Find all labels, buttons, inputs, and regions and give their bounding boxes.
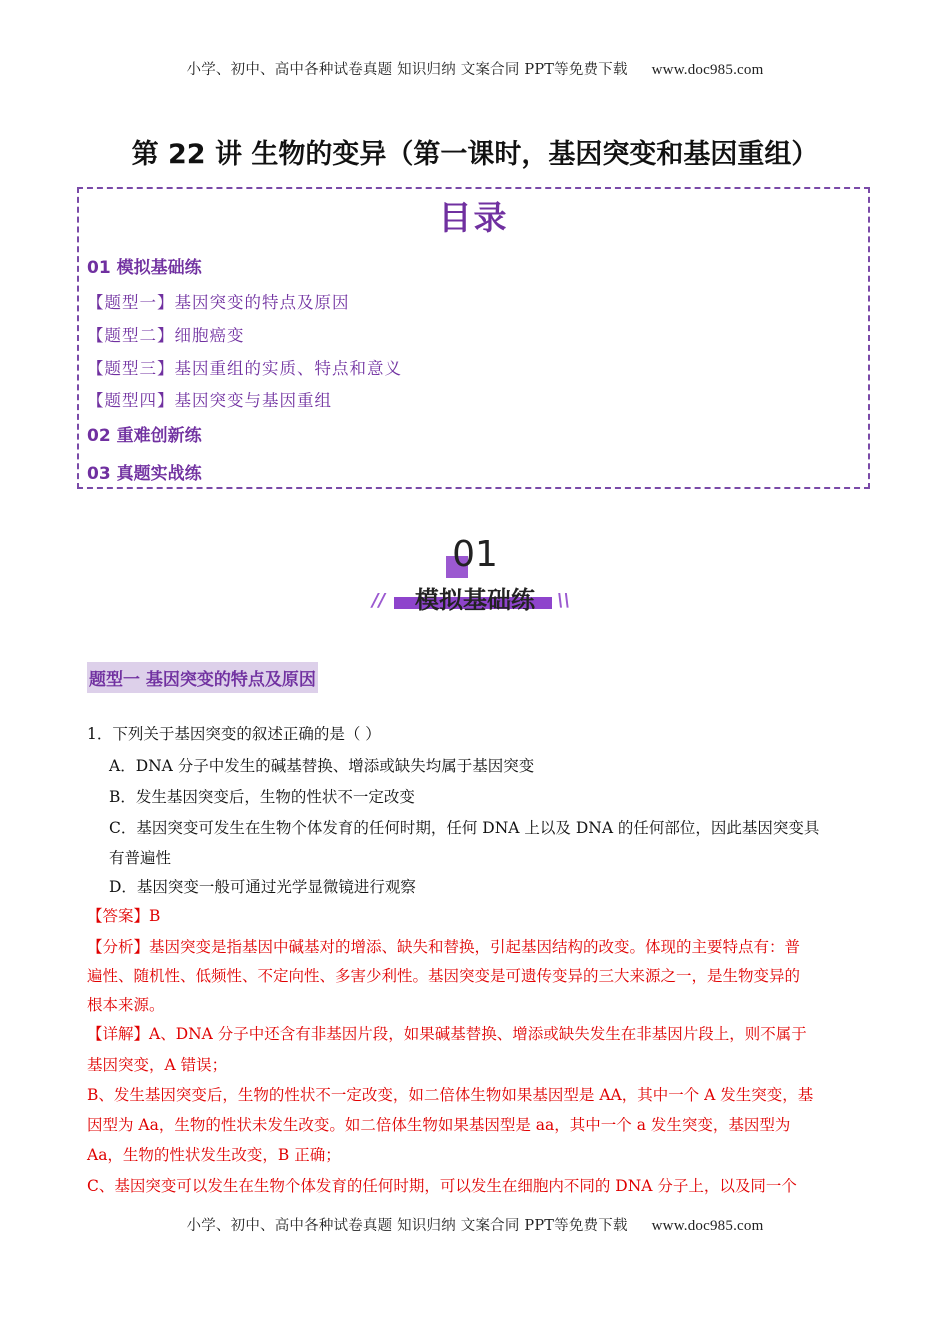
detail-line: B、发生基因突变后，生物的性状不一定改变，如二倍体生物如果基因型是 AA，其中一个 A 发生突变，基: [87, 1086, 814, 1104]
toc-heading: 目录: [438, 198, 509, 237]
option-d: D．基因突变一般可通过光学显微镜进行观察: [109, 878, 416, 896]
banner-right-deco: \\: [557, 590, 571, 611]
toc-section-01[interactable]: 01 模拟基础练: [87, 258, 202, 278]
question-type-heading: 题型一 基因突变的特点及原因: [87, 662, 318, 693]
banner-left-deco: //: [372, 590, 386, 611]
detail-line: 基因突变，A 错误；: [87, 1056, 228, 1074]
toc-subitem-2[interactable]: 【题型二】细胞癌变: [87, 326, 245, 345]
toc-subitem-1[interactable]: 【题型一】基因突变的特点及原因: [87, 293, 350, 312]
option-c: C．基因突变可发生在生物个体发育的任何时期，任何 DNA 上以及 DNA 的任何部位，因此基因突变具: [109, 819, 820, 837]
option-c-cont: 有普遍性: [109, 849, 172, 867]
analysis-line: 遍性、随机性、低频性、不定向性、多害少利性。基因突变是可遗传变异的三大来源之一，是生物变异的: [87, 967, 801, 985]
toc-section-03[interactable]: 03 真题实战练: [87, 464, 202, 484]
option-b: B．发生基因突变后，生物的性状不一定改变: [109, 788, 415, 806]
option-a: A．DNA 分子中发生的碱基替换、增添或缺失均属于基因突变: [109, 757, 535, 775]
detail-line: Aa，生物的性状发生改变，B 正确；: [87, 1146, 341, 1164]
analysis-line: 【分析】基因突变是指基因中碱基对的增添、缺失和替换，引起基因结构的改变。体现的主要特点有：普: [87, 938, 801, 956]
analysis-line: 根本来源。: [87, 996, 165, 1014]
detail-line: C、基因突变可以发生在生物个体发育的任何时期，可以发生在细胞内不同的 DNA 分子上，以及同一个: [87, 1177, 797, 1195]
banner-title: 模拟基础练: [415, 586, 535, 614]
page-header: [0, 58, 950, 79]
toc-subitem-3[interactable]: 【题型三】基因重组的实质、特点和意义: [87, 359, 402, 378]
toc-section-02[interactable]: 02 重难创新练: [87, 426, 202, 446]
question-stem: 1．下列关于基因突变的叙述正确的是（ ）: [87, 725, 381, 743]
detail-line: 因型为 Aa，生物的性状未发生改变。如二倍体生物如果基因型是 aa，其中一个 a 发生突变，基因型为: [87, 1116, 791, 1134]
footer-text: 小学、初中、高中各种试卷真题 知识归纳 文案合同 PPT等免费下载: [186, 1218, 628, 1234]
page-title: 第 22 讲 生物的变异（第一课时，基因突变和基因重组）: [131, 139, 819, 170]
detail-line: 【详解】A、DNA 分子中还含有非基因片段，如果碱基替换、增添或缺失发生在非基因片段上，则不属于: [87, 1025, 807, 1043]
toc-subitem-4[interactable]: 【题型四】基因突变与基因重组: [87, 391, 332, 410]
header-url[interactable]: www.doc985.com: [651, 62, 764, 78]
page-footer: [0, 1214, 950, 1235]
footer-url[interactable]: www.doc985.com: [651, 1218, 764, 1234]
answer-line: 【答案】B: [87, 907, 161, 925]
header-text: 小学、初中、高中各种试卷真题 知识归纳 文案合同 PPT等免费下载: [186, 62, 628, 78]
banner-number: 01: [452, 534, 498, 575]
